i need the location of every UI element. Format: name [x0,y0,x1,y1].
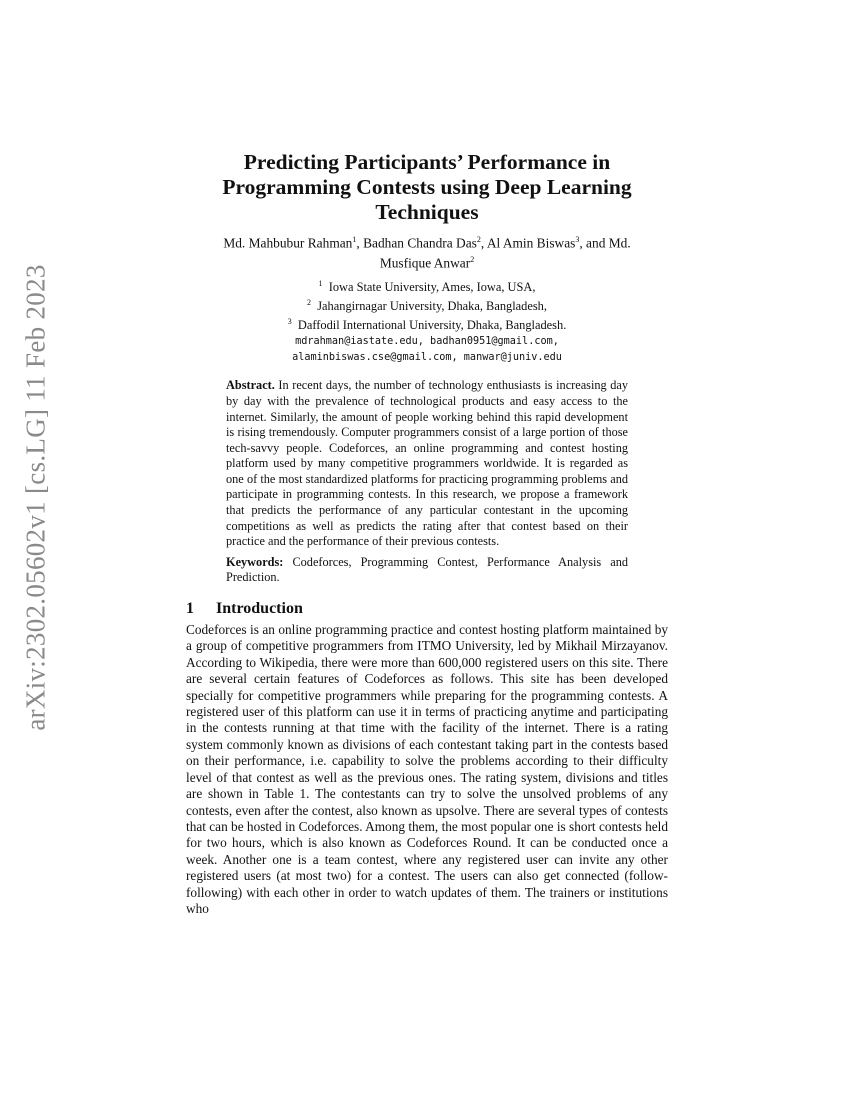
affiliation-1-text: Iowa State University, Ames, Iowa, USA, [328,280,536,295]
author-4: , and Md. [579,235,631,251]
author-1: Md. Mahbubur Rahman [223,235,353,251]
affiliation-3-text: Daffodil International University, Dhaka, Bangladesh. [297,318,567,333]
author-2: , Badhan Chandra Das [356,235,477,251]
arxiv-identifier-stamp [14,263,58,731]
section-title-text: Introduction [216,600,303,618]
affiliation-3-sup: 3 [287,317,292,327]
affiliation-list [186,276,668,333]
author-3: , Al Amin Biswas [480,235,576,251]
abstract-label: Abstract. [226,378,275,393]
affiliation-3 [186,314,668,333]
author-list [186,231,668,272]
affiliation-2 [186,295,668,314]
affiliation-2-text: Jahangirnagar University, Dhaka, Bangladesh, [317,299,547,314]
title-line-3: Techniques [375,200,479,224]
abstract [226,378,628,550]
paper-page [186,150,668,917]
author-4-sup: 2 [470,255,475,265]
title-line-2: Programming Contests using Deep Learning [222,175,632,199]
introduction-paragraph: Codeforces is an online programming practice and contest hosting platform maintained by a group of competitive programmers from ITMO University, led by Mikhail Mirzayanov. According to Wikipedia, there were more than 600,000 registered users on this site. There are several certain features of Codeforces as follows. This site has been developed specially for competitive programmers while preparing for the programming contests. A registered user of this platform can use it in terms of practicing anytime and participating in the contests running at that time with the facility of the internet. There is a rating system commonly known as divisions of each contestant taking part in the contests based on their performance, i.e. capability to solve the problems according to their difficulty level of that contest as well as the previous ones. The rating system, divisions and titles are shown in Table 1. The contestants can try to solve the unsolved problems of any contests, even after the contest, also known as upsolve. There are several types of contests that can be hosted in Codeforces. Among them, the most popular one is short contests held for two hours, which is also known as Codeforces Round. It can be conducted once a week. Another one is a team contest, where any registered user can invite any other registered users (at most two) for a contest. The users can also get connected (follow- following) with each other in order to watch updates of them. The trainers or institutions who [186,622,668,916]
author-2-sup: 2 [476,235,481,244]
paper-title [186,150,668,225]
title-line-1: Predicting Participants’ Performance in [243,150,611,174]
affiliation-1-sup: 1 [318,278,323,288]
keywords-text: Codeforces, Programming Contest, Performance Analysis and Prediction. [226,554,628,585]
section-heading [186,600,668,618]
keywords [226,555,628,586]
affiliation-2-sup: 2 [307,298,312,308]
author-1-sup: 1 [352,235,357,244]
section-number: 1 [186,600,194,618]
email-line-1: mdrahman@iastate.edu, badhan0951@gmail.com, [295,336,559,348]
affiliation-1 [186,276,668,295]
arxiv-identifier-text: arXiv:2302.05602v1 [cs.LG] 11 Feb 2023 [20,263,51,731]
email-list [186,334,668,366]
author-4-cont: Musfique Anwar [379,255,471,271]
author-3-sup: 3 [575,235,580,244]
keywords-label: Keywords: [226,554,284,569]
abstract-text: In recent days, the number of technology enthusiasts is increasing day by day with the prevalence of technological products and easy access to the internet. Similarly, the amount of people working behind this rapid development is rising tremendously. Computer programmers consist of a large portion of those tech-savvy people. Codeforces, an online programming and contest hosting platform used by many competitive programmers worldwide. It is regarded as one of the most standardized platforms for practicing programming problems and participate in programming contests. In this research, we propose a framework that predicts the performance of any particular contestant in the upcoming competitions as well as predicts the rating after that contest based on their practice and the performance of their previous contests. [226,378,628,549]
email-line-2: alaminbiswas.cse@gmail.com, manwar@juniv.edu [292,352,562,364]
